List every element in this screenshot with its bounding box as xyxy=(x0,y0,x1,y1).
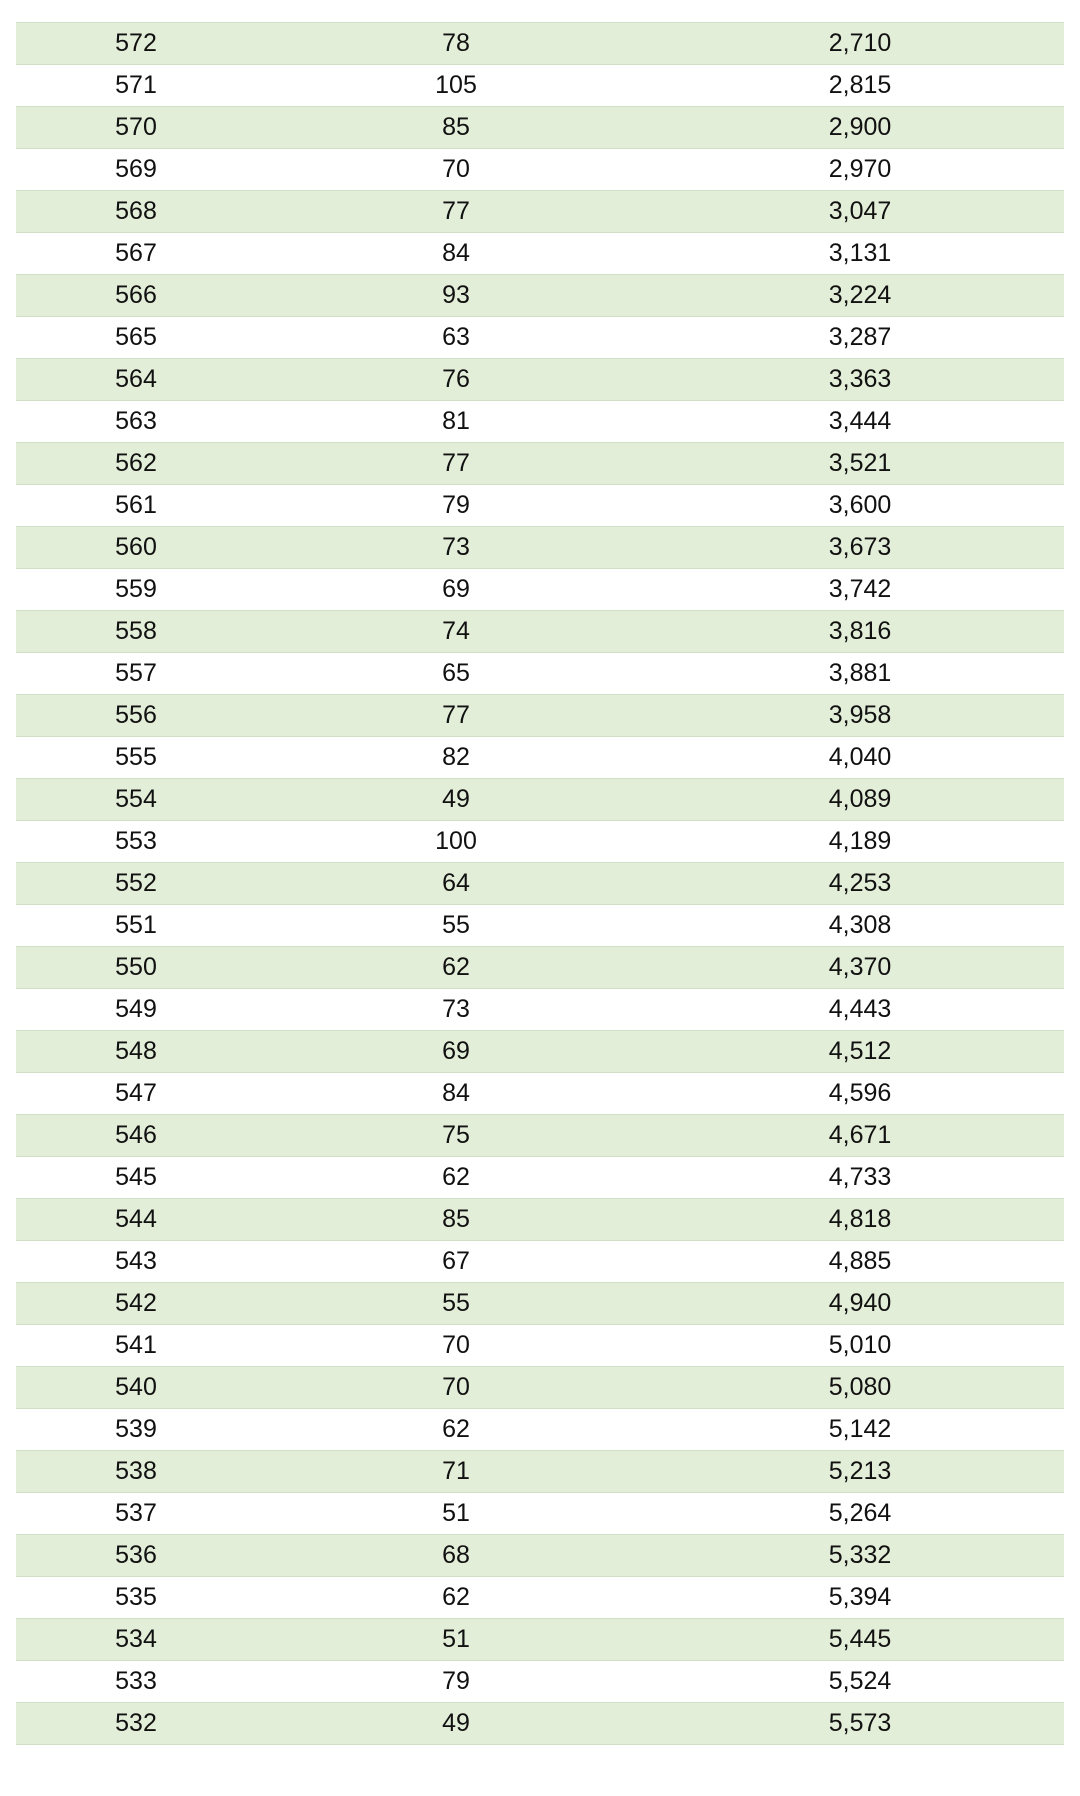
table-cell: 4,253 xyxy=(828,869,892,897)
table-cell: 69 xyxy=(442,1037,470,1065)
table-cell: 533 xyxy=(115,1667,157,1695)
table-cell: 64 xyxy=(442,869,470,897)
table-cell: 5,142 xyxy=(828,1415,892,1443)
table-cell: 3,047 xyxy=(828,197,892,225)
table-cell: 5,394 xyxy=(828,1583,892,1611)
table-cell: 556 xyxy=(115,701,157,729)
table-cell: 62 xyxy=(442,953,470,981)
table-row xyxy=(16,1325,1064,1367)
table-cell: 85 xyxy=(442,113,470,141)
table-cell: 2,970 xyxy=(828,155,892,183)
table-cell: 5,524 xyxy=(828,1667,892,1695)
table-cell: 3,131 xyxy=(828,239,892,267)
table-row xyxy=(16,485,1064,527)
table-row xyxy=(16,107,1064,149)
table-row xyxy=(16,233,1064,275)
table-cell: 3,287 xyxy=(828,323,892,351)
table-row xyxy=(16,443,1064,485)
table-cell: 539 xyxy=(115,1415,157,1443)
table-cell: 547 xyxy=(115,1079,157,1107)
table-row xyxy=(16,1157,1064,1199)
table-cell: 3,881 xyxy=(828,659,892,687)
table-cell: 82 xyxy=(442,743,470,771)
table-row xyxy=(16,1031,1064,1073)
table-row xyxy=(16,1577,1064,1619)
table-cell: 553 xyxy=(115,827,157,855)
table-cell: 49 xyxy=(442,1709,470,1737)
table-cell: 560 xyxy=(115,533,157,561)
table-cell: 65 xyxy=(442,659,470,687)
table-cell: 532 xyxy=(115,1709,157,1737)
table-cell: 4,443 xyxy=(828,995,892,1023)
table-cell: 538 xyxy=(115,1457,157,1485)
table-cell: 563 xyxy=(115,407,157,435)
table-cell: 77 xyxy=(442,701,470,729)
table-cell: 2,900 xyxy=(828,113,892,141)
table-cell: 565 xyxy=(115,323,157,351)
table-cell: 564 xyxy=(115,365,157,393)
table-cell: 70 xyxy=(442,155,470,183)
table-cell: 544 xyxy=(115,1205,157,1233)
table-cell: 49 xyxy=(442,785,470,813)
table-cell: 4,512 xyxy=(828,1037,892,1065)
table-row xyxy=(16,275,1064,317)
table-cell: 62 xyxy=(442,1163,470,1191)
table-cell: 562 xyxy=(115,449,157,477)
table-row xyxy=(16,1493,1064,1535)
table-row xyxy=(16,23,1064,65)
table-cell: 85 xyxy=(442,1205,470,1233)
table-cell: 77 xyxy=(442,197,470,225)
table-cell: 534 xyxy=(115,1625,157,1653)
table-row xyxy=(16,65,1064,107)
table-cell: 51 xyxy=(442,1499,470,1527)
table-cell: 558 xyxy=(115,617,157,645)
table-row xyxy=(16,1241,1064,1283)
table-cell: 541 xyxy=(115,1331,157,1359)
table-cell: 2,815 xyxy=(828,71,892,99)
table-row xyxy=(16,1283,1064,1325)
table-cell: 76 xyxy=(442,365,470,393)
table-cell: 4,089 xyxy=(828,785,892,813)
table-row xyxy=(16,1619,1064,1661)
table-cell: 63 xyxy=(442,323,470,351)
table-row xyxy=(16,737,1064,779)
table-cell: 5,332 xyxy=(828,1541,892,1569)
table-cell: 74 xyxy=(442,617,470,645)
table-cell: 535 xyxy=(115,1583,157,1611)
table-cell: 557 xyxy=(115,659,157,687)
table-row xyxy=(16,317,1064,359)
table-row xyxy=(16,359,1064,401)
table-cell: 84 xyxy=(442,239,470,267)
table-cell: 73 xyxy=(442,533,470,561)
table-cell: 566 xyxy=(115,281,157,309)
table-cell: 68 xyxy=(442,1541,470,1569)
table-cell: 554 xyxy=(115,785,157,813)
table-cell: 567 xyxy=(115,239,157,267)
table-row xyxy=(16,191,1064,233)
table-cell: 570 xyxy=(115,113,157,141)
table-cell: 5,010 xyxy=(828,1331,892,1359)
table-cell: 550 xyxy=(115,953,157,981)
table-cell: 3,224 xyxy=(828,281,892,309)
table-row xyxy=(16,401,1064,443)
table-cell: 3,816 xyxy=(828,617,892,645)
table-cell: 5,213 xyxy=(828,1457,892,1485)
table-cell: 5,573 xyxy=(828,1709,892,1737)
table-cell: 4,040 xyxy=(828,743,892,771)
table-cell: 3,444 xyxy=(828,407,892,435)
table-cell: 79 xyxy=(442,491,470,519)
table-row xyxy=(16,779,1064,821)
table-cell: 2,710 xyxy=(828,29,892,57)
table-cell: 55 xyxy=(442,911,470,939)
table-cell: 561 xyxy=(115,491,157,519)
table-cell: 3,521 xyxy=(828,449,892,477)
table-row xyxy=(16,1367,1064,1409)
table-cell: 559 xyxy=(115,575,157,603)
table-cell: 5,445 xyxy=(828,1625,892,1653)
table-cell: 548 xyxy=(115,1037,157,1065)
table-cell: 93 xyxy=(442,281,470,309)
table-cell: 79 xyxy=(442,1667,470,1695)
table-cell: 4,733 xyxy=(828,1163,892,1191)
table-row xyxy=(16,821,1064,863)
table-cell: 568 xyxy=(115,197,157,225)
table-cell: 55 xyxy=(442,1289,470,1317)
table-row xyxy=(16,1199,1064,1241)
table-cell: 69 xyxy=(442,575,470,603)
table-cell: 572 xyxy=(115,29,157,57)
table-row xyxy=(16,1661,1064,1703)
table-row xyxy=(16,1409,1064,1451)
table-cell: 569 xyxy=(115,155,157,183)
table-row xyxy=(16,1703,1064,1745)
table-cell: 4,671 xyxy=(828,1121,892,1149)
table-cell: 555 xyxy=(115,743,157,771)
table-row xyxy=(16,863,1064,905)
table-cell: 4,940 xyxy=(828,1289,892,1317)
table-cell: 545 xyxy=(115,1163,157,1191)
table-cell: 51 xyxy=(442,1625,470,1653)
table-row xyxy=(16,695,1064,737)
table-cell: 549 xyxy=(115,995,157,1023)
table-cell: 62 xyxy=(442,1415,470,1443)
table-cell: 4,189 xyxy=(828,827,892,855)
table-row xyxy=(16,1115,1064,1157)
table-cell: 3,673 xyxy=(828,533,892,561)
table-cell: 70 xyxy=(442,1331,470,1359)
table-cell: 4,885 xyxy=(828,1247,892,1275)
table-cell: 62 xyxy=(442,1583,470,1611)
table-cell: 3,958 xyxy=(828,701,892,729)
table-row xyxy=(16,611,1064,653)
table-cell: 4,596 xyxy=(828,1079,892,1107)
table-cell: 3,600 xyxy=(828,491,892,519)
table-row xyxy=(16,569,1064,611)
table-row xyxy=(16,527,1064,569)
table-cell: 67 xyxy=(442,1247,470,1275)
data-table xyxy=(16,22,1064,1745)
table-cell: 4,308 xyxy=(828,911,892,939)
table-cell: 71 xyxy=(442,1457,470,1485)
table-cell: 542 xyxy=(115,1289,157,1317)
table-cell: 540 xyxy=(115,1373,157,1401)
table-cell: 4,370 xyxy=(828,953,892,981)
table-cell: 75 xyxy=(442,1121,470,1149)
table-cell: 78 xyxy=(442,29,470,57)
table-cell: 537 xyxy=(115,1499,157,1527)
table-cell: 73 xyxy=(442,995,470,1023)
table-cell: 77 xyxy=(442,449,470,477)
table-cell: 3,363 xyxy=(828,365,892,393)
table-cell: 3,742 xyxy=(828,575,892,603)
table-cell: 536 xyxy=(115,1541,157,1569)
table-cell: 5,264 xyxy=(828,1499,892,1527)
table-row xyxy=(16,1535,1064,1577)
table-cell: 552 xyxy=(115,869,157,897)
table-cell: 81 xyxy=(442,407,470,435)
table-row xyxy=(16,989,1064,1031)
table-cell: 5,080 xyxy=(828,1373,892,1401)
table-row xyxy=(16,1073,1064,1115)
table-cell: 546 xyxy=(115,1121,157,1149)
table-cell: 571 xyxy=(115,71,157,99)
table-cell: 105 xyxy=(435,71,477,99)
table-cell: 84 xyxy=(442,1079,470,1107)
table-cell: 4,818 xyxy=(828,1205,892,1233)
table-row xyxy=(16,905,1064,947)
table-row xyxy=(16,1451,1064,1493)
table-row xyxy=(16,149,1064,191)
table-cell: 100 xyxy=(435,827,477,855)
table-row xyxy=(16,947,1064,989)
table-cell: 70 xyxy=(442,1373,470,1401)
table-row xyxy=(16,653,1064,695)
table-cell: 551 xyxy=(115,911,157,939)
table-cell: 543 xyxy=(115,1247,157,1275)
